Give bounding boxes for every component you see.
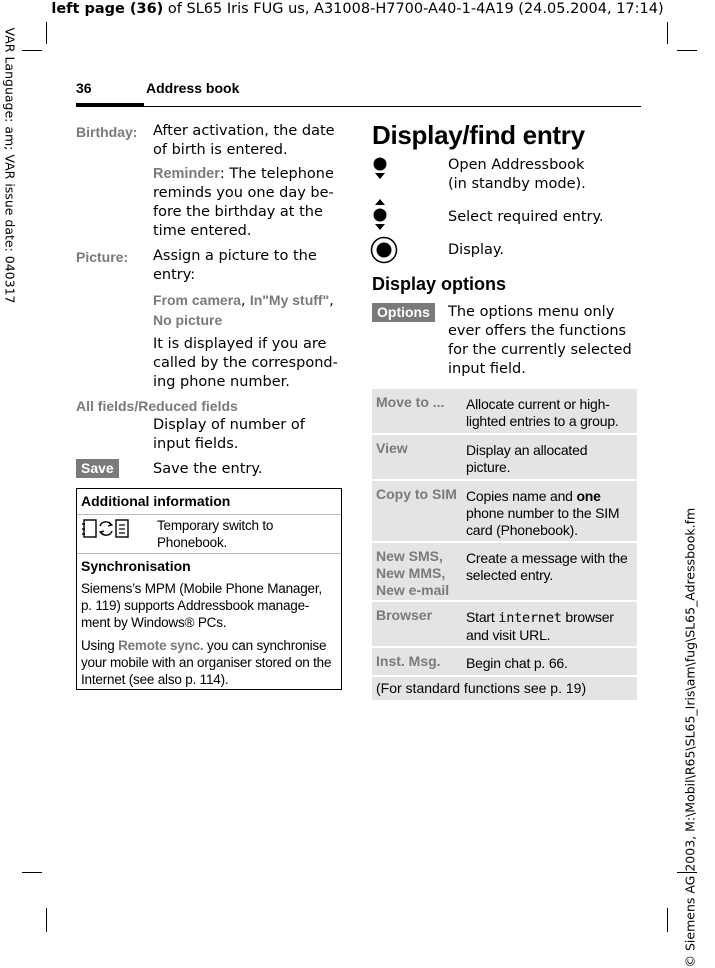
option-desc-line: lighted entries to a group. <box>466 413 619 429</box>
print-header-rest: of SL65 Iris FUG us, A31008-H7700-A40-1-4A19 (24.05.2004, 17:14) <box>163 1 664 17</box>
nav-up-down-icon <box>372 198 388 236</box>
reminder-text-line: reminds you one day be- <box>153 185 334 201</box>
additional-info-box <box>76 488 342 690</box>
table-row <box>372 648 637 675</box>
table-row <box>372 481 637 541</box>
step-text-line: Open Addressbook <box>448 157 585 173</box>
birthday-text-line: of birth is entered. <box>153 142 288 158</box>
header-rule-accent <box>76 103 144 107</box>
option-desc-line: Start <box>466 609 499 625</box>
crop-mark <box>677 50 697 51</box>
birthday-text-line: After activation, the date <box>153 123 335 139</box>
remote-sync-prefix: Using <box>81 638 119 653</box>
sync-text-line: Siemens’s MPM (Mobile Phone Manager, <box>81 581 322 596</box>
print-header-bold: left page (36) <box>51 1 164 17</box>
header-rule <box>76 106 641 107</box>
birthday-label: Birthday: <box>76 124 138 140</box>
switch-text <box>157 517 337 551</box>
remote-sync-line: your mobile with an organiser stored on the <box>81 655 332 670</box>
side-note-left: VAR Language: am; VAR issue date: 040317 <box>2 27 18 304</box>
option-desc-line: picture. <box>466 459 511 475</box>
fields-text <box>153 416 305 454</box>
info-box-title: Additional information <box>81 493 231 509</box>
fields-text-line: input fields. <box>153 436 239 452</box>
sync-text <box>81 580 339 631</box>
switch-text-line: Phonebook. <box>157 535 228 550</box>
option-desc-mono: internet <box>498 610 562 626</box>
option-desc-emphasis: one <box>576 488 601 504</box>
option-desc <box>466 609 634 644</box>
options-text-line: The options menu only <box>448 304 615 320</box>
remote-sync-line: you can synchronise <box>203 638 327 653</box>
option-desc <box>466 396 634 430</box>
step-display-text: Display. <box>448 242 504 258</box>
picture-note-line: ing phone number. <box>153 374 290 390</box>
fields-label: All fields/Reduced fields <box>76 398 238 414</box>
option-name-line: New SMS, <box>376 548 443 564</box>
step-open-text <box>448 156 586 194</box>
option-name-line: New MMS, <box>376 565 446 581</box>
reminder-label: Reminder <box>153 166 220 182</box>
sync-title: Synchronisation <box>81 558 191 574</box>
option-desc-line: Copies name and <box>466 488 577 504</box>
birthday-text <box>153 122 335 160</box>
nav-down-icon <box>372 156 388 180</box>
option-desc-line: Create a message with the <box>466 550 628 566</box>
option-desc <box>466 550 634 584</box>
remote-sync-label: Remote sync. <box>118 638 204 653</box>
reminder-text-line: fore the birthday at the <box>153 204 323 220</box>
separator: , <box>240 293 250 309</box>
crop-mark <box>46 908 47 932</box>
option-desc-line: selected entry. <box>466 567 554 583</box>
crop-mark <box>22 872 42 873</box>
reminder-text-line: : The telephone <box>219 166 334 182</box>
option-name: Move to ... <box>376 394 445 410</box>
options-text <box>448 303 632 379</box>
option-desc-line: and visit URL. <box>466 627 551 643</box>
switch-text-line: Temporary switch to <box>157 518 274 533</box>
sync-text-line: p. 119) supports Addressbook manage- <box>81 598 310 613</box>
table-footer-row <box>372 677 637 700</box>
option-desc <box>466 442 634 476</box>
step-select-text: Select required entry. <box>448 209 604 225</box>
option-desc-line: Display an allocated <box>466 442 588 458</box>
reminder-text-line: time entered. <box>153 223 252 239</box>
table-row <box>372 602 637 646</box>
crop-mark <box>667 908 668 932</box>
divider <box>77 553 341 554</box>
table-row <box>372 435 637 479</box>
picture-note-line: called by the correspond- <box>153 355 338 371</box>
picture-note-line: It is displayed if you are <box>153 336 327 352</box>
picture-text-line: entry: <box>153 267 196 283</box>
picture-text-line: Assign a picture to the <box>153 248 317 264</box>
option-name-line: New e-mail <box>376 582 450 598</box>
options-text-line: ever offers the functions <box>448 323 627 339</box>
save-softkey: Save <box>76 459 119 478</box>
picture-option-none: No picture <box>153 312 223 328</box>
separator: , <box>329 293 334 309</box>
save-text: Save the entry. <box>153 461 263 477</box>
phonebook-switch-icon <box>81 516 133 542</box>
picture-option-my-stuff: In"My stuff" <box>249 292 330 308</box>
options-text-line: for the currently selected <box>448 342 632 358</box>
reminder-text <box>153 165 334 241</box>
option-name <box>376 548 462 599</box>
option-desc <box>466 488 634 539</box>
option-name: Copy to SIM <box>376 486 457 502</box>
remote-sync-text <box>81 637 339 688</box>
option-name: Browser <box>376 607 433 623</box>
page-number: 36 <box>76 80 92 96</box>
table-footer: (For standard functions see p. 19) <box>376 680 587 696</box>
crop-mark <box>22 50 42 51</box>
nav-center-icon <box>368 236 400 264</box>
sync-text-line: ment by Windows® PCs. <box>81 615 227 630</box>
crop-mark <box>667 22 668 44</box>
display-find-heading: Display/find entry <box>372 120 585 150</box>
option-name: View <box>376 440 408 456</box>
option-desc: Begin chat p. 66. <box>466 655 568 671</box>
fields-text-line: Display of number of <box>153 417 305 433</box>
table-row <box>372 389 637 433</box>
picture-label: Picture: <box>76 249 129 265</box>
divider <box>77 514 341 515</box>
remote-sync-line: Internet (see also p. 114). <box>81 672 229 687</box>
option-desc-line: browser <box>561 609 614 625</box>
section-title: Address book <box>146 80 240 96</box>
picture-option-camera: From camera <box>153 292 241 308</box>
crop-mark <box>46 22 47 44</box>
option-name: Inst. Msg. <box>376 653 441 669</box>
option-desc-line: card (Phonebook). <box>466 522 578 538</box>
picture-note <box>153 335 338 392</box>
table-row <box>372 543 637 600</box>
picture-options <box>153 291 334 330</box>
print-header <box>0 0 715 18</box>
option-desc-line: phone number to the SIM <box>466 505 620 521</box>
step-text-line: (in standby mode). <box>448 176 586 192</box>
picture-text <box>153 247 317 285</box>
options-text-line: input field. <box>448 361 526 377</box>
option-desc-line: Allocate current or high- <box>466 396 610 412</box>
options-softkey: Options <box>372 303 435 322</box>
display-options-heading: Display options <box>372 274 507 294</box>
side-note-right: © Siemens AG 2003, M:\Mobil\R65\SL65_Iris\am\fug\SL65_Adressbook.fm <box>682 507 698 968</box>
